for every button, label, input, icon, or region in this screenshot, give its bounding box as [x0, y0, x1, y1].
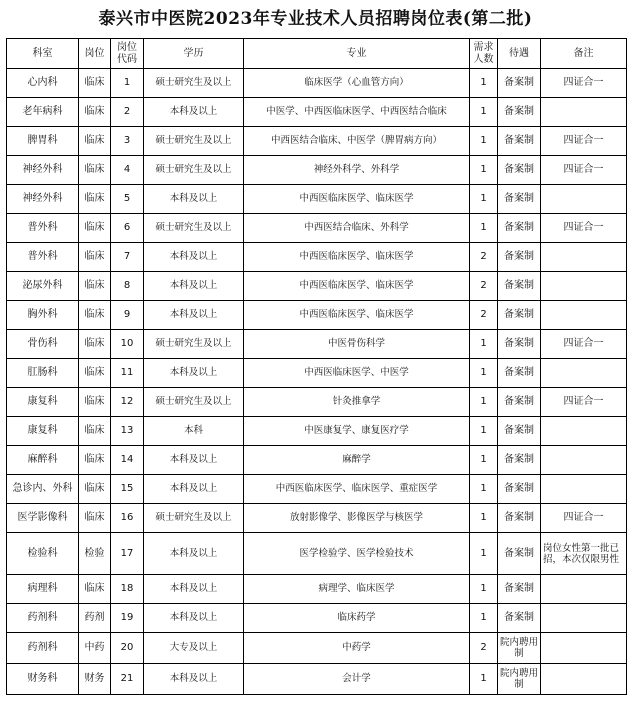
cell-count: 1	[470, 330, 498, 359]
table-row	[7, 575, 627, 604]
cell-edu: 硕士研究生及以上	[144, 504, 244, 533]
cell-count: 1	[470, 575, 498, 604]
cell-dept: 药剂科	[7, 633, 79, 664]
cell-code: 10	[111, 330, 144, 359]
table-row	[7, 388, 627, 417]
cell-post: 临床	[79, 272, 111, 301]
cell-dept: 神经外科	[7, 185, 79, 214]
cell-post: 临床	[79, 127, 111, 156]
cell-count: 1	[470, 417, 498, 446]
cell-post: 临床	[79, 575, 111, 604]
cell-code: 4	[111, 156, 144, 185]
cell-code: 19	[111, 604, 144, 633]
header-code: 岗位代码	[111, 39, 144, 69]
cell-note	[541, 272, 627, 301]
cell-edu: 本科及以上	[144, 98, 244, 127]
cell-benefit: 备案制	[498, 475, 541, 504]
cell-note: 四证合一	[541, 156, 627, 185]
cell-post: 财务	[79, 664, 111, 695]
cell-major: 中医骨伤科学	[244, 330, 470, 359]
cell-note	[541, 301, 627, 330]
cell-edu: 本科及以上	[144, 301, 244, 330]
cell-note	[541, 243, 627, 272]
table-row	[7, 127, 627, 156]
cell-count: 1	[470, 69, 498, 98]
cell-count: 1	[470, 156, 498, 185]
cell-post: 临床	[79, 504, 111, 533]
cell-count: 1	[470, 604, 498, 633]
header-benefit: 待遇	[498, 39, 541, 69]
cell-edu: 硕士研究生及以上	[144, 127, 244, 156]
cell-post: 临床	[79, 301, 111, 330]
cell-note	[541, 664, 627, 695]
cell-benefit: 备案制	[498, 533, 541, 575]
table-row	[7, 475, 627, 504]
cell-count: 1	[470, 98, 498, 127]
cell-major: 中西医结合临床、中医学（脾胃病方向）	[244, 127, 470, 156]
cell-edu: 本科及以上	[144, 604, 244, 633]
cell-post: 检验	[79, 533, 111, 575]
cell-dept: 检验科	[7, 533, 79, 575]
cell-count: 2	[470, 243, 498, 272]
cell-edu: 硕士研究生及以上	[144, 214, 244, 243]
cell-note: 四证合一	[541, 214, 627, 243]
cell-code: 3	[111, 127, 144, 156]
cell-edu: 本科及以上	[144, 359, 244, 388]
table-row	[7, 504, 627, 533]
table-row	[7, 301, 627, 330]
cell-post: 临床	[79, 156, 111, 185]
table-row	[7, 604, 627, 633]
cell-count: 2	[470, 633, 498, 664]
cell-edu: 本科及以上	[144, 575, 244, 604]
cell-count: 1	[470, 388, 498, 417]
table-header-row	[7, 39, 627, 69]
cell-edu: 本科及以上	[144, 533, 244, 575]
table-row	[7, 98, 627, 127]
cell-major: 中西医结合临床、外科学	[244, 214, 470, 243]
header-count: 需求人数	[470, 39, 498, 69]
cell-code: 18	[111, 575, 144, 604]
cell-dept: 神经外科	[7, 156, 79, 185]
cell-benefit: 备案制	[498, 127, 541, 156]
cell-code: 14	[111, 446, 144, 475]
cell-edu: 本科及以上	[144, 446, 244, 475]
cell-count: 1	[470, 127, 498, 156]
cell-count: 1	[470, 185, 498, 214]
cell-major: 中医康复学、康复医疗学	[244, 417, 470, 446]
cell-dept: 康复科	[7, 417, 79, 446]
cell-note: 四证合一	[541, 127, 627, 156]
header-edu: 学历	[144, 39, 244, 69]
cell-count: 1	[470, 664, 498, 695]
cell-edu: 本科及以上	[144, 475, 244, 504]
cell-dept: 普外科	[7, 214, 79, 243]
cell-post: 临床	[79, 475, 111, 504]
cell-count: 1	[470, 446, 498, 475]
cell-benefit: 备案制	[498, 604, 541, 633]
header-post: 岗位	[79, 39, 111, 69]
header-note: 备注	[541, 39, 627, 69]
cell-benefit: 备案制	[498, 330, 541, 359]
cell-post: 临床	[79, 446, 111, 475]
cell-count: 2	[470, 301, 498, 330]
cell-code: 6	[111, 214, 144, 243]
cell-note	[541, 417, 627, 446]
cell-major: 神经外科学、外科学	[244, 156, 470, 185]
table-row	[7, 633, 627, 664]
cell-code: 13	[111, 417, 144, 446]
cell-count: 1	[470, 359, 498, 388]
cell-post: 临床	[79, 359, 111, 388]
cell-code: 12	[111, 388, 144, 417]
cell-dept: 病理科	[7, 575, 79, 604]
cell-code: 1	[111, 69, 144, 98]
cell-note	[541, 185, 627, 214]
table-row	[7, 243, 627, 272]
cell-major: 麻醉学	[244, 446, 470, 475]
table-row	[7, 417, 627, 446]
header-dept: 科室	[7, 39, 79, 69]
cell-benefit: 备案制	[498, 301, 541, 330]
table-row	[7, 272, 627, 301]
cell-post: 临床	[79, 330, 111, 359]
cell-post: 临床	[79, 417, 111, 446]
cell-major: 中西医临床医学、临床医学	[244, 243, 470, 272]
cell-major: 中西医临床医学、中医学	[244, 359, 470, 388]
cell-post: 临床	[79, 214, 111, 243]
cell-dept: 急诊内、外科	[7, 475, 79, 504]
document-title: 泰兴市中医院2023年专业技术人员招聘岗位表(第二批)	[98, 9, 533, 29]
cell-major: 临床医学（心血管方向）	[244, 69, 470, 98]
cell-code: 20	[111, 633, 144, 664]
cell-dept: 骨伤科	[7, 330, 79, 359]
cell-note	[541, 475, 627, 504]
cell-benefit: 备案制	[498, 98, 541, 127]
cell-edu: 本科及以上	[144, 664, 244, 695]
table-row	[7, 330, 627, 359]
cell-dept: 普外科	[7, 243, 79, 272]
cell-note	[541, 604, 627, 633]
recruitment-table	[6, 38, 627, 695]
cell-code: 17	[111, 533, 144, 575]
cell-major: 中西医临床医学、临床医学	[244, 301, 470, 330]
cell-edu: 硕士研究生及以上	[144, 156, 244, 185]
cell-code: 21	[111, 664, 144, 695]
cell-dept: 药剂科	[7, 604, 79, 633]
cell-post: 中药	[79, 633, 111, 664]
cell-edu: 硕士研究生及以上	[144, 330, 244, 359]
cell-benefit: 备案制	[498, 417, 541, 446]
cell-post: 临床	[79, 69, 111, 98]
cell-code: 16	[111, 504, 144, 533]
table-row	[7, 446, 627, 475]
table-row	[7, 69, 627, 98]
cell-dept: 康复科	[7, 388, 79, 417]
cell-benefit: 备案制	[498, 446, 541, 475]
cell-benefit: 备案制	[498, 185, 541, 214]
cell-edu: 大专及以上	[144, 633, 244, 664]
cell-benefit: 备案制	[498, 214, 541, 243]
cell-post: 临床	[79, 185, 111, 214]
cell-post: 临床	[79, 388, 111, 417]
cell-note	[541, 359, 627, 388]
cell-benefit: 备案制	[498, 504, 541, 533]
cell-edu: 本科及以上	[144, 185, 244, 214]
cell-dept: 老年病科	[7, 98, 79, 127]
cell-count: 1	[470, 533, 498, 575]
cell-count: 2	[470, 272, 498, 301]
cell-edu: 本科及以上	[144, 272, 244, 301]
cell-benefit: 备案制	[498, 156, 541, 185]
cell-note	[541, 575, 627, 604]
cell-edu: 硕士研究生及以上	[144, 69, 244, 98]
cell-count: 1	[470, 475, 498, 504]
cell-dept: 医学影像科	[7, 504, 79, 533]
cell-code: 5	[111, 185, 144, 214]
cell-major: 临床药学	[244, 604, 470, 633]
cell-note: 四证合一	[541, 330, 627, 359]
cell-benefit: 院内聘用制	[498, 664, 541, 695]
cell-dept: 肛肠科	[7, 359, 79, 388]
cell-note: 四证合一	[541, 69, 627, 98]
cell-dept: 心内科	[7, 69, 79, 98]
cell-edu: 本科及以上	[144, 243, 244, 272]
cell-major: 中西医临床医学、临床医学、重症医学	[244, 475, 470, 504]
cell-post: 临床	[79, 98, 111, 127]
cell-major: 会计学	[244, 664, 470, 695]
table-row	[7, 214, 627, 243]
cell-code: 11	[111, 359, 144, 388]
cell-code: 8	[111, 272, 144, 301]
cell-major: 中西医临床医学、临床医学	[244, 272, 470, 301]
cell-benefit: 院内聘用制	[498, 633, 541, 664]
cell-note	[541, 633, 627, 664]
table-row	[7, 533, 627, 575]
cell-count: 1	[470, 504, 498, 533]
cell-major: 中西医临床医学、临床医学	[244, 185, 470, 214]
cell-benefit: 备案制	[498, 575, 541, 604]
cell-dept: 财务科	[7, 664, 79, 695]
cell-benefit: 备案制	[498, 359, 541, 388]
cell-post: 药剂	[79, 604, 111, 633]
cell-major: 医学检验学、医学检验技术	[244, 533, 470, 575]
cell-note	[541, 98, 627, 127]
cell-benefit: 备案制	[498, 272, 541, 301]
cell-major: 病理学、临床医学	[244, 575, 470, 604]
cell-major: 放射影像学、影像医学与核医学	[244, 504, 470, 533]
table-row	[7, 156, 627, 185]
cell-post: 临床	[79, 243, 111, 272]
header-major: 专业	[244, 39, 470, 69]
cell-code: 9	[111, 301, 144, 330]
cell-note	[541, 446, 627, 475]
cell-code: 7	[111, 243, 144, 272]
cell-dept: 泌尿外科	[7, 272, 79, 301]
cell-code: 2	[111, 98, 144, 127]
table-row	[7, 359, 627, 388]
cell-note: 岗位女性第一批已招，本次仅限男性	[541, 533, 627, 575]
cell-edu: 硕士研究生及以上	[144, 388, 244, 417]
cell-major: 针灸推拿学	[244, 388, 470, 417]
cell-dept: 脾胃科	[7, 127, 79, 156]
cell-benefit: 备案制	[498, 243, 541, 272]
table-row	[7, 185, 627, 214]
cell-major: 中医学、中西医临床医学、中西医结合临床	[244, 98, 470, 127]
table-row	[7, 664, 627, 695]
cell-note: 四证合一	[541, 388, 627, 417]
cell-benefit: 备案制	[498, 69, 541, 98]
cell-dept: 胸外科	[7, 301, 79, 330]
cell-count: 1	[470, 214, 498, 243]
cell-note: 四证合一	[541, 504, 627, 533]
cell-code: 15	[111, 475, 144, 504]
cell-benefit: 备案制	[498, 388, 541, 417]
cell-dept: 麻醉科	[7, 446, 79, 475]
cell-major: 中药学	[244, 633, 470, 664]
cell-edu: 本科	[144, 417, 244, 446]
